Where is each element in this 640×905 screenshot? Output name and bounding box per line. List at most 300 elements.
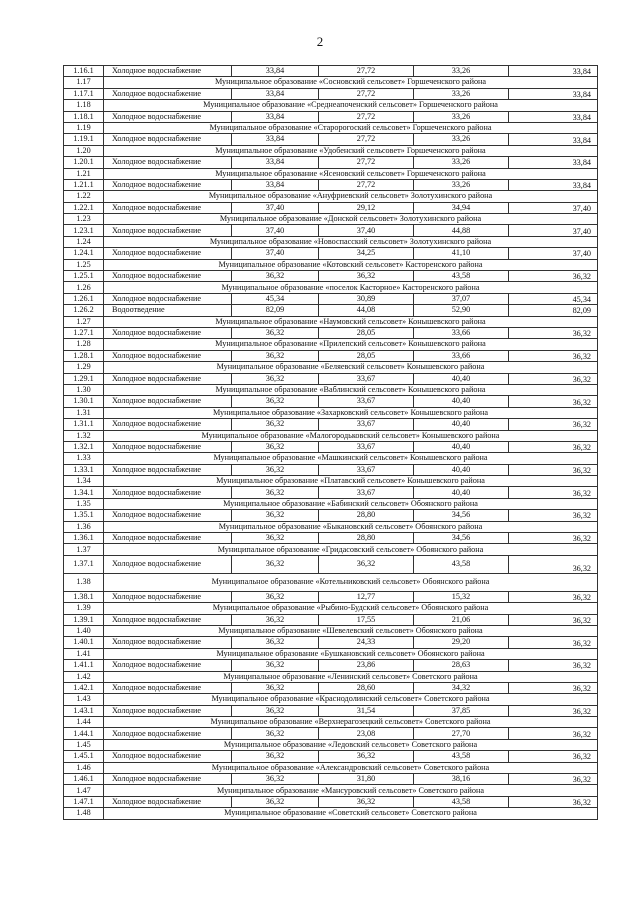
tariff-value-2: 37,40 [319, 225, 414, 236]
service-name: Холодное водоснабжение [104, 614, 232, 625]
tariff-row [64, 774, 598, 785]
municipality-row [64, 521, 598, 532]
row-number: 1.28 [64, 339, 104, 350]
service-name: Холодное водоснабжение [104, 441, 232, 452]
row-number: 1.39 [64, 603, 104, 614]
municipality-row [64, 544, 598, 555]
tariff-value-2: 28,80 [319, 510, 414, 521]
municipality-row [64, 694, 598, 705]
tariff-value-2: 12,77 [319, 591, 414, 602]
tariff-value-2: 31,80 [319, 774, 414, 785]
tariff-value-1: 36,32 [232, 774, 319, 785]
tariff-value-4: 37,40 [509, 225, 598, 236]
row-number: 1.22 [64, 191, 104, 202]
municipality-title: Муниципальное образование «Котельниковский сельсовет» Обоянского района [104, 573, 598, 591]
row-number: 1.36 [64, 521, 104, 532]
tariff-row [64, 637, 598, 648]
tariff-value-3: 29,20 [414, 637, 509, 648]
tariff-value-4: 36,32 [509, 682, 598, 693]
row-number: 1.43 [64, 694, 104, 705]
tariff-row [64, 796, 598, 807]
row-number: 1.43.1 [64, 705, 104, 716]
tariff-value-4: 36,32 [509, 705, 598, 716]
service-name: Холодное водоснабжение [104, 682, 232, 693]
tariff-value-3: 33,66 [414, 327, 509, 338]
municipality-title: Муниципальное образование «Захарковский сельсовет» Конышевского района [104, 407, 598, 418]
municipality-title: Муниципальное образование «Бушкановский сельсовет» Обоянского района [104, 648, 598, 659]
municipality-title: Муниципальное образование «Среднеапоченский сельсовет» Горшеченского района [104, 100, 598, 111]
tariff-value-2: 28,05 [319, 350, 414, 361]
tariff-table-body [64, 66, 598, 820]
tariff-row [64, 487, 598, 498]
tariff-value-4: 33,84 [509, 134, 598, 145]
municipality-title: Муниципальное образование «Донской сельсовет» Золотухинского района [104, 214, 598, 225]
tariff-value-1: 36,32 [232, 487, 319, 498]
tariff-row [64, 350, 598, 361]
service-name: Холодное водоснабжение [104, 591, 232, 602]
tariff-value-4: 36,32 [509, 533, 598, 544]
municipality-row [64, 384, 598, 395]
tariff-value-4: 36,32 [509, 660, 598, 671]
row-number: 1.25 [64, 259, 104, 270]
municipality-row [64, 145, 598, 156]
row-number: 1.23.1 [64, 225, 104, 236]
tariff-value-3: 34,94 [414, 202, 509, 213]
tariff-value-3: 33,26 [414, 66, 509, 77]
row-number: 1.32 [64, 430, 104, 441]
tariff-value-1: 36,32 [232, 271, 319, 282]
service-name: Холодное водоснабжение [104, 293, 232, 304]
tariff-value-1: 37,40 [232, 225, 319, 236]
tariff-value-1: 36,32 [232, 533, 319, 544]
row-number: 1.18.1 [64, 111, 104, 122]
tariff-value-4: 36,32 [509, 614, 598, 625]
municipality-row [64, 498, 598, 509]
municipality-title: Муниципальное образование «Краснодолинский сельсовет» Советского района [104, 694, 598, 705]
tariff-value-2: 27,72 [319, 111, 414, 122]
tariff-value-4: 36,32 [509, 510, 598, 521]
row-number: 1.40 [64, 625, 104, 636]
tariff-value-4: 36,32 [509, 350, 598, 361]
row-number: 1.46 [64, 762, 104, 773]
municipality-row [64, 236, 598, 247]
municipality-row [64, 362, 598, 373]
row-number: 1.24.1 [64, 248, 104, 259]
row-number: 1.26.1 [64, 293, 104, 304]
tariff-row [64, 464, 598, 475]
row-number: 1.44.1 [64, 728, 104, 739]
service-name: Холодное водоснабжение [104, 774, 232, 785]
municipality-title: Муниципальное образование «поселок Касторное» Касторенского района [104, 282, 598, 293]
municipality-title: Муниципальное образование «Рыбино-Будский сельсовет» Обоянского района [104, 603, 598, 614]
tariff-value-3: 33,66 [414, 350, 509, 361]
tariff-value-2: 33,67 [319, 487, 414, 498]
service-name: Холодное водоснабжение [104, 396, 232, 407]
tariff-value-2: 27,72 [319, 134, 414, 145]
row-number: 1.37 [64, 544, 104, 555]
row-number: 1.31 [64, 407, 104, 418]
tariff-value-3: 40,40 [414, 373, 509, 384]
tariff-row [64, 66, 598, 77]
tariff-row [64, 271, 598, 282]
tariff-value-2: 28,05 [319, 327, 414, 338]
tariff-value-2: 27,72 [319, 88, 414, 99]
service-name: Холодное водоснабжение [104, 202, 232, 213]
municipality-title: Муниципальное образование «Наумовский сельсовет» Конышевского района [104, 316, 598, 327]
tariff-value-3: 33,26 [414, 179, 509, 190]
service-name: Холодное водоснабжение [104, 66, 232, 77]
row-number: 1.23 [64, 214, 104, 225]
municipality-row [64, 476, 598, 487]
tariff-value-1: 37,40 [232, 202, 319, 213]
municipality-title: Муниципальное образование «Новоспасский сельсовет» Золотухинского района [104, 236, 598, 247]
municipality-title: Муниципальное образование «Котовский сельсовет» Касторенского района [104, 259, 598, 270]
municipality-title: Муниципальное образование «Ануфриевский сельсовет» Золотухинского района [104, 191, 598, 202]
tariff-value-1: 36,32 [232, 614, 319, 625]
municipality-row [64, 453, 598, 464]
row-number: 1.19.1 [64, 134, 104, 145]
tariff-value-1: 33,84 [232, 157, 319, 168]
tariff-value-4: 33,84 [509, 88, 598, 99]
tariff-row [64, 705, 598, 716]
row-number: 1.31.1 [64, 419, 104, 430]
tariff-value-1: 36,32 [232, 327, 319, 338]
municipality-title: Муниципальное образование «Александровский сельсовет» Советского района [104, 762, 598, 773]
tariff-value-3: 33,26 [414, 88, 509, 99]
tariff-table [63, 65, 598, 820]
service-name: Холодное водоснабжение [104, 248, 232, 259]
tariff-value-3: 33,26 [414, 111, 509, 122]
municipality-row [64, 603, 598, 614]
service-name: Холодное водоснабжение [104, 179, 232, 190]
tariff-value-3: 40,40 [414, 441, 509, 452]
tariff-value-1: 36,32 [232, 728, 319, 739]
row-number: 1.47.1 [64, 796, 104, 807]
tariff-value-3: 40,40 [414, 396, 509, 407]
tariff-value-2: 36,32 [319, 271, 414, 282]
tariff-value-2: 36,32 [319, 796, 414, 807]
tariff-row [64, 293, 598, 304]
tariff-value-1: 33,84 [232, 88, 319, 99]
service-name: Холодное водоснабжение [104, 271, 232, 282]
tariff-value-3: 15,32 [414, 591, 509, 602]
tariff-row [64, 555, 598, 573]
row-number: 1.32.1 [64, 441, 104, 452]
tariff-value-3: 41,10 [414, 248, 509, 259]
row-number: 1.35.1 [64, 510, 104, 521]
row-number: 1.45 [64, 739, 104, 750]
municipality-title: Муниципальное образование «Ваблинский сельсовет» Конышевского района [104, 384, 598, 395]
tariff-value-4: 36,32 [509, 396, 598, 407]
tariff-value-2: 33,67 [319, 464, 414, 475]
tariff-value-2: 33,67 [319, 419, 414, 430]
row-number: 1.25.1 [64, 271, 104, 282]
tariff-value-1: 36,32 [232, 660, 319, 671]
tariff-value-2: 36,32 [319, 751, 414, 762]
row-number: 1.27 [64, 316, 104, 327]
municipality-title: Муниципальное образование «Ледовский сельсовет» Советского района [104, 739, 598, 750]
row-number: 1.41 [64, 648, 104, 659]
tariff-row [64, 248, 598, 259]
service-name: Холодное водоснабжение [104, 555, 232, 573]
row-number: 1.26 [64, 282, 104, 293]
service-name: Холодное водоснабжение [104, 373, 232, 384]
row-number: 1.19 [64, 122, 104, 133]
service-name: Холодное водоснабжение [104, 350, 232, 361]
tariff-row [64, 533, 598, 544]
tariff-value-3: 37,85 [414, 705, 509, 716]
municipality-row [64, 100, 598, 111]
service-name: Холодное водоснабжение [104, 705, 232, 716]
tariff-value-1: 36,32 [232, 751, 319, 762]
service-name: Холодное водоснабжение [104, 134, 232, 145]
tariff-value-2: 28,60 [319, 682, 414, 693]
page-number: 2 [316, 34, 324, 49]
municipality-row [64, 739, 598, 750]
tariff-value-1: 37,40 [232, 248, 319, 259]
tariff-value-3: 34,56 [414, 510, 509, 521]
row-number: 1.29 [64, 362, 104, 373]
service-name: Холодное водоснабжение [104, 660, 232, 671]
row-number: 1.48 [64, 808, 104, 819]
tariff-value-1: 36,32 [232, 705, 319, 716]
municipality-row [64, 168, 598, 179]
tariff-value-2: 33,67 [319, 373, 414, 384]
tariff-row [64, 88, 598, 99]
tariff-value-4: 36,32 [509, 751, 598, 762]
tariff-row [64, 614, 598, 625]
tariff-value-2: 17,55 [319, 614, 414, 625]
row-number: 1.41.1 [64, 660, 104, 671]
tariff-value-1: 36,32 [232, 682, 319, 693]
row-number: 1.28.1 [64, 350, 104, 361]
row-number: 1.36.1 [64, 533, 104, 544]
tariff-value-3: 40,40 [414, 464, 509, 475]
tariff-value-2: 27,72 [319, 66, 414, 77]
row-number: 1.21.1 [64, 179, 104, 190]
municipality-row [64, 122, 598, 133]
row-number: 1.37.1 [64, 555, 104, 573]
service-name: Холодное водоснабжение [104, 327, 232, 338]
municipality-title: Муниципальное образование «Быкановский сельсовет» Обоянского района [104, 521, 598, 532]
tariff-row [64, 682, 598, 693]
row-number: 1.46.1 [64, 774, 104, 785]
municipality-row [64, 762, 598, 773]
row-number: 1.20 [64, 145, 104, 156]
municipality-row [64, 339, 598, 350]
tariff-row [64, 751, 598, 762]
row-number: 1.30.1 [64, 396, 104, 407]
tariff-value-4: 36,32 [509, 327, 598, 338]
municipality-row [64, 407, 598, 418]
tariff-value-4: 37,40 [509, 248, 598, 259]
tariff-value-3: 52,90 [414, 305, 509, 316]
tariff-value-1: 33,84 [232, 134, 319, 145]
tariff-value-3: 40,40 [414, 419, 509, 430]
tariff-value-3: 43,58 [414, 796, 509, 807]
tariff-value-4: 36,32 [509, 555, 598, 573]
row-number: 1.24 [64, 236, 104, 247]
tariff-row [64, 396, 598, 407]
tariff-value-4: 36,32 [509, 441, 598, 452]
tariff-value-3: 33,26 [414, 134, 509, 145]
tariff-value-1: 36,32 [232, 510, 319, 521]
tariff-row [64, 157, 598, 168]
municipality-row [64, 625, 598, 636]
row-number: 1.18 [64, 100, 104, 111]
tariff-value-1: 82,09 [232, 305, 319, 316]
tariff-value-3: 34,32 [414, 682, 509, 693]
row-number: 1.22.1 [64, 202, 104, 213]
tariff-value-4: 36,32 [509, 487, 598, 498]
tariff-value-2: 29,12 [319, 202, 414, 213]
row-number: 1.20.1 [64, 157, 104, 168]
municipality-title: Муниципальное образование «Советский сельсовет» Советского района [104, 808, 598, 819]
service-name: Водоотведение [104, 305, 232, 316]
service-name: Холодное водоснабжение [104, 157, 232, 168]
row-number: 1.21 [64, 168, 104, 179]
tariff-row [64, 728, 598, 739]
tariff-value-1: 36,32 [232, 464, 319, 475]
service-name: Холодное водоснабжение [104, 637, 232, 648]
row-number: 1.30 [64, 384, 104, 395]
tariff-value-2: 33,67 [319, 396, 414, 407]
row-number: 1.47 [64, 785, 104, 796]
tariff-value-1: 36,32 [232, 555, 319, 573]
municipality-title: Муниципальное образование «Верхнерагозецкий сельсовет» Советского района [104, 717, 598, 728]
row-number: 1.29.1 [64, 373, 104, 384]
row-number: 1.42.1 [64, 682, 104, 693]
municipality-title: Муниципальное образование «Малогородьковский сельсовет» Конышевского района [104, 430, 598, 441]
row-number: 1.17 [64, 77, 104, 88]
municipality-row [64, 648, 598, 659]
tariff-value-4: 33,84 [509, 179, 598, 190]
row-number: 1.17.1 [64, 88, 104, 99]
service-name: Холодное водоснабжение [104, 111, 232, 122]
tariff-row [64, 373, 598, 384]
municipality-row [64, 671, 598, 682]
tariff-value-4: 45,34 [509, 293, 598, 304]
tariff-value-3: 43,58 [414, 751, 509, 762]
municipality-row [64, 573, 598, 591]
municipality-title: Муниципальное образование «Платавский сельсовет» Конышевского района [104, 476, 598, 487]
tariff-value-4: 33,84 [509, 157, 598, 168]
row-number: 1.33.1 [64, 464, 104, 475]
row-number: 1.40.1 [64, 637, 104, 648]
municipality-title: Муниципальное образование «Старорогоский сельсовет» Горшеченского района [104, 122, 598, 133]
tariff-row [64, 510, 598, 521]
row-number: 1.34 [64, 476, 104, 487]
tariff-value-4: 82,09 [509, 305, 598, 316]
tariff-value-1: 36,32 [232, 441, 319, 452]
row-number: 1.38.1 [64, 591, 104, 602]
municipality-title: Муниципальное образование «Ленинский сельсовет» Советского района [104, 671, 598, 682]
row-number: 1.34.1 [64, 487, 104, 498]
municipality-title: Муниципальное образование «Ясеновский сельсовет» Горшеченского района [104, 168, 598, 179]
row-number: 1.33 [64, 453, 104, 464]
tariff-value-1: 36,32 [232, 350, 319, 361]
tariff-value-3: 44,88 [414, 225, 509, 236]
municipality-title: Муниципальное образование «Удобенский сельсовет» Горшеченского района [104, 145, 598, 156]
tariff-value-2: 36,32 [319, 555, 414, 573]
tariff-row [64, 225, 598, 236]
tariff-row [64, 134, 598, 145]
row-number: 1.38 [64, 573, 104, 591]
tariff-value-4: 36,32 [509, 637, 598, 648]
tariff-row [64, 179, 598, 190]
row-number: 1.27.1 [64, 327, 104, 338]
row-number: 1.45.1 [64, 751, 104, 762]
tariff-value-1: 33,84 [232, 66, 319, 77]
municipality-title: Муниципальное образование «Гридасовский сельсовет» Обоянского района [104, 544, 598, 555]
municipality-row [64, 430, 598, 441]
municipality-row [64, 808, 598, 819]
tariff-row [64, 111, 598, 122]
service-name: Холодное водоснабжение [104, 464, 232, 475]
municipality-row [64, 191, 598, 202]
tariff-row [64, 441, 598, 452]
tariff-row [64, 305, 598, 316]
tariff-value-2: 30,89 [319, 293, 414, 304]
service-name: Холодное водоснабжение [104, 751, 232, 762]
tariff-value-1: 33,84 [232, 179, 319, 190]
tariff-value-3: 21,06 [414, 614, 509, 625]
tariff-value-1: 36,32 [232, 373, 319, 384]
municipality-row [64, 77, 598, 88]
tariff-value-4: 33,84 [509, 111, 598, 122]
tariff-value-4: 36,32 [509, 728, 598, 739]
tariff-value-4: 36,32 [509, 271, 598, 282]
row-number: 1.35 [64, 498, 104, 509]
municipality-title: Муниципальное образование «Мансуровский сельсовет» Советского района [104, 785, 598, 796]
row-number: 1.39.1 [64, 614, 104, 625]
municipality-row [64, 259, 598, 270]
tariff-value-1: 33,84 [232, 111, 319, 122]
tariff-value-2: 23,08 [319, 728, 414, 739]
municipality-row [64, 785, 598, 796]
tariff-value-2: 27,72 [319, 179, 414, 190]
tariff-value-3: 34,56 [414, 533, 509, 544]
tariff-value-4: 33,84 [509, 66, 598, 77]
tariff-value-2: 28,80 [319, 533, 414, 544]
tariff-value-3: 37,07 [414, 293, 509, 304]
row-number: 1.26.2 [64, 305, 104, 316]
service-name: Холодное водоснабжение [104, 533, 232, 544]
tariff-value-3: 28,63 [414, 660, 509, 671]
municipality-title: Муниципальное образование «Шевелевский сельсовет» Обоянского района [104, 625, 598, 636]
tariff-row [64, 202, 598, 213]
tariff-value-4: 37,40 [509, 202, 598, 213]
service-name: Холодное водоснабжение [104, 796, 232, 807]
tariff-row [64, 327, 598, 338]
tariff-value-3: 33,26 [414, 157, 509, 168]
tariff-value-1: 36,32 [232, 637, 319, 648]
service-name: Холодное водоснабжение [104, 510, 232, 521]
tariff-value-1: 36,32 [232, 796, 319, 807]
municipality-row [64, 282, 598, 293]
municipality-row [64, 214, 598, 225]
municipality-title: Муниципальное образование «Прилепский сельсовет» Конышевского района [104, 339, 598, 350]
tariff-value-3: 43,58 [414, 555, 509, 573]
tariff-value-2: 24,33 [319, 637, 414, 648]
service-name: Холодное водоснабжение [104, 728, 232, 739]
tariff-value-2: 27,72 [319, 157, 414, 168]
tariff-value-4: 36,32 [509, 464, 598, 475]
tariff-row [64, 419, 598, 430]
tariff-value-1: 36,32 [232, 396, 319, 407]
row-number: 1.44 [64, 717, 104, 728]
tariff-value-4: 36,32 [509, 419, 598, 430]
